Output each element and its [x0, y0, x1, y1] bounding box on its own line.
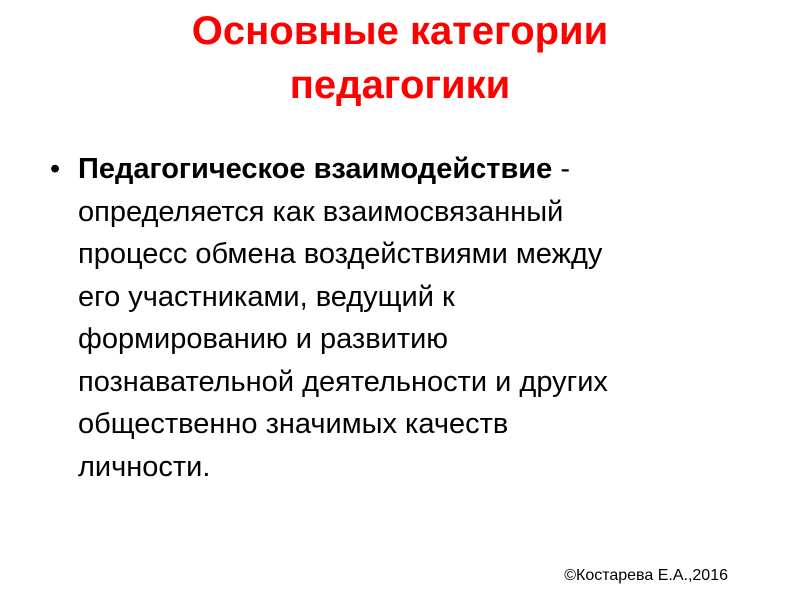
- bullet-line-7: личности.: [78, 450, 211, 483]
- bullet-line-2: процесс обмена воздействиями между: [78, 238, 603, 270]
- bullet-line-6: общественно значимых качеств: [78, 408, 509, 440]
- bullet-item: [50, 148, 740, 488]
- slide-title: [50, 4, 750, 112]
- bullet-line-1: определяется как взаимосвязанный: [78, 195, 564, 228]
- copyright-footer: ©Костарева Е.А.,2016: [564, 567, 728, 584]
- bullet-marker: •: [50, 153, 61, 185]
- bullet-term: Педагогическое взаимодействие: [78, 153, 553, 185]
- bullet-line-5: познавательной деятельности и других: [78, 365, 608, 398]
- bullet-line-3: его участниками, ведущий к: [78, 280, 455, 313]
- bullet-list: [50, 148, 740, 488]
- slide-title-line-1: Основные категории: [191, 9, 609, 53]
- bullet-line-4: формированию и развитию: [78, 323, 449, 355]
- slide-title-line-2: педагогики: [289, 63, 511, 107]
- bullet-separator: -: [552, 153, 570, 185]
